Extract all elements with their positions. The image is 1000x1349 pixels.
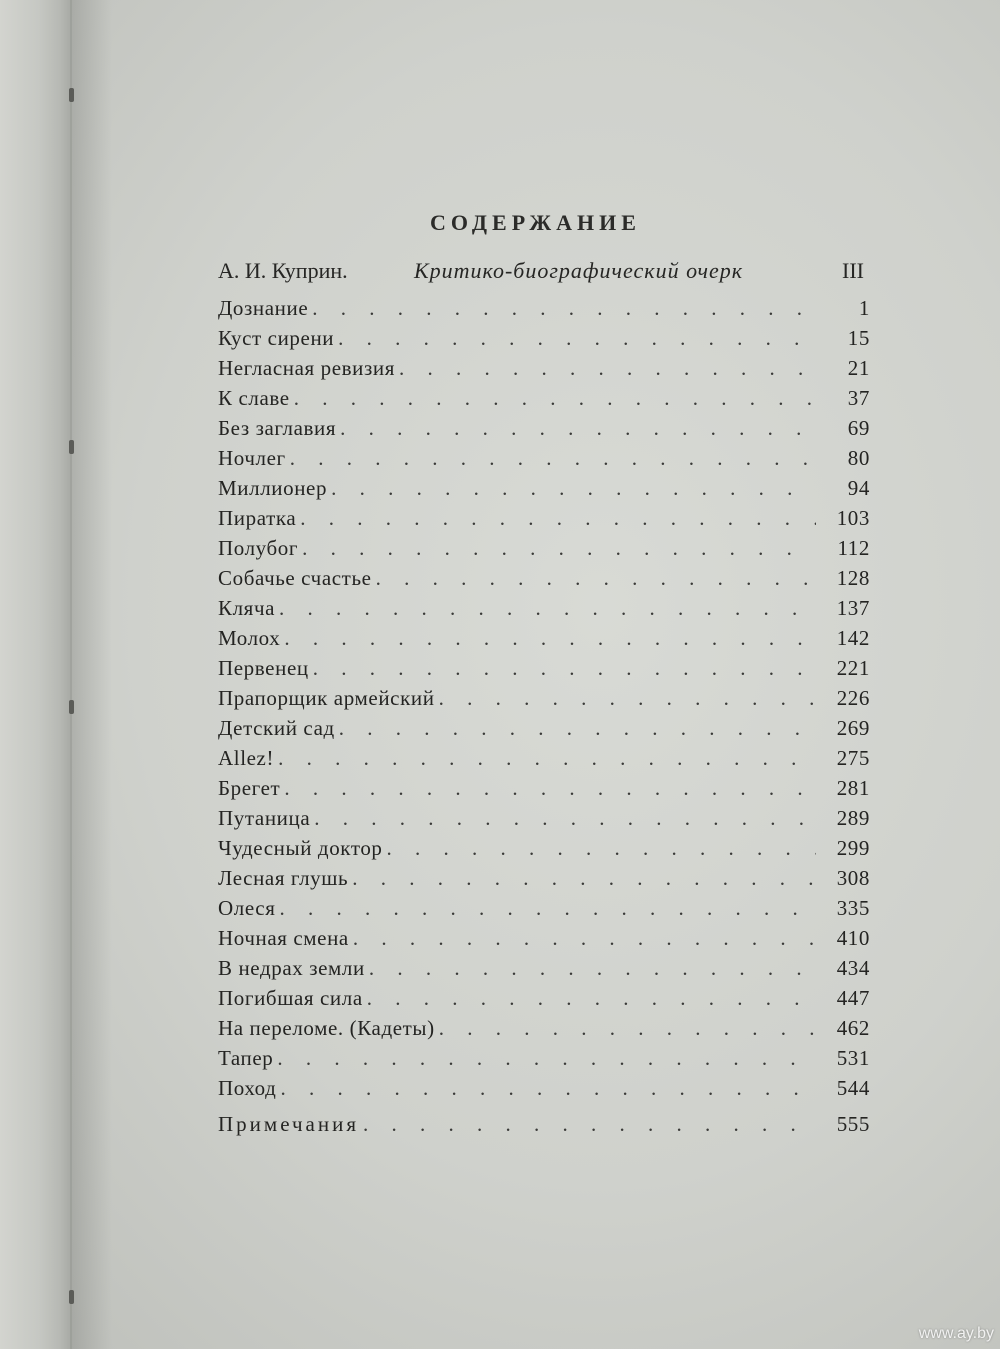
toc-entry-page: 289 xyxy=(836,806,870,830)
toc-entry xyxy=(218,716,870,746)
toc-entry-title: Поход xyxy=(218,1076,277,1100)
dot-leader xyxy=(279,596,816,621)
toc-entry-title: Тапер xyxy=(218,1046,274,1070)
toc-entry-title: В недрах земли xyxy=(218,956,365,980)
toc-entry xyxy=(218,926,870,956)
dot-leader xyxy=(278,746,816,771)
toc-entry-title: Негласная ревизия xyxy=(218,356,395,380)
binding-stitch xyxy=(69,88,74,102)
toc-entry-title: На переломе. (Кадеты) xyxy=(218,1016,435,1040)
toc-entry-page: 335 xyxy=(836,896,870,920)
toc-entry-page: 128 xyxy=(836,566,870,590)
toc-entry-title: Прапорщик армейский xyxy=(218,686,435,710)
toc-entry-title: Детский сад xyxy=(218,716,335,740)
toc-entry xyxy=(218,866,870,896)
toc-entry xyxy=(218,626,870,656)
toc-entry-title: Дознание xyxy=(218,296,309,320)
toc-entry xyxy=(218,596,870,626)
toc-entry-title: Собачье счастье xyxy=(218,566,372,590)
toc-entry xyxy=(218,956,870,986)
toc-entry xyxy=(218,386,870,416)
intro-entry xyxy=(218,258,864,288)
intro-author: А. И. Куприн. xyxy=(218,258,348,283)
toc-notes-title: Примечания xyxy=(218,1112,360,1136)
toc-entry-title: Миллионер xyxy=(218,476,328,500)
toc-entry-title: Полубог xyxy=(218,536,299,560)
toc-notes-page: 555 xyxy=(836,1112,870,1136)
toc-entry xyxy=(218,566,870,596)
toc-entry-page: 112 xyxy=(837,536,870,560)
watermark: www.ay.by xyxy=(918,1325,994,1342)
toc-entry-page: 531 xyxy=(836,1046,870,1070)
dot-leader xyxy=(312,296,816,321)
toc-entry xyxy=(218,416,870,446)
toc-entry xyxy=(218,536,870,566)
toc-entry xyxy=(218,1016,870,1046)
dot-leader xyxy=(331,476,816,501)
toc-entry xyxy=(218,446,870,476)
dot-leader xyxy=(352,866,816,891)
binding-stitch xyxy=(69,440,74,454)
dot-leader xyxy=(313,656,816,681)
dot-leader xyxy=(290,446,816,471)
toc-entry-title: Брегет xyxy=(218,776,281,800)
dot-leader xyxy=(314,806,816,831)
dot-leader xyxy=(369,956,816,981)
toc-entry-page: 462 xyxy=(836,1016,870,1040)
toc-entry-page: 69 xyxy=(847,416,870,440)
page-title: СОДЕРЖАНИЕ xyxy=(430,210,641,235)
toc-entry-title: Погибшая сила xyxy=(218,986,363,1010)
toc-entry xyxy=(218,836,870,866)
toc-entry-page: 544 xyxy=(836,1076,870,1100)
toc-entry-title: Олеся xyxy=(218,896,276,920)
toc-entry-title: Без заглавия xyxy=(218,416,337,440)
dot-leader xyxy=(300,506,816,531)
toc-entry-page: 269 xyxy=(836,716,870,740)
dot-leader xyxy=(363,1112,816,1137)
dot-leader xyxy=(284,776,816,801)
toc-entry-page: 226 xyxy=(836,686,870,710)
dot-leader xyxy=(376,566,816,591)
toc-entry xyxy=(218,1076,870,1106)
dot-leader xyxy=(439,1016,816,1041)
toc-entry-title: Ночлег xyxy=(218,446,286,470)
dot-leader xyxy=(387,836,816,861)
toc-entry-page: 15 xyxy=(847,326,870,350)
binding-stitch xyxy=(69,1290,74,1304)
binding-shadow xyxy=(72,0,112,1349)
dot-leader xyxy=(338,326,816,351)
toc-entry-page: 281 xyxy=(836,776,870,800)
dot-leader xyxy=(439,686,816,711)
dot-leader xyxy=(294,386,816,411)
toc-entry-title: Ночная смена xyxy=(218,926,349,950)
binding-edge xyxy=(0,0,70,1349)
toc-entry xyxy=(218,776,870,806)
toc-entry-page: 447 xyxy=(836,986,870,1010)
dot-leader xyxy=(340,416,816,441)
toc-entry xyxy=(218,896,870,926)
toc-entry xyxy=(218,686,870,716)
toc-entry-title: Лесная глушь xyxy=(218,866,349,890)
table-of-contents xyxy=(218,296,870,1142)
toc-entry-page: 221 xyxy=(836,656,870,680)
toc-entry-title: Кляча xyxy=(218,596,276,620)
toc-entry-title: К славе xyxy=(218,386,290,410)
dot-leader xyxy=(284,626,816,651)
toc-entry-page: 308 xyxy=(836,866,870,890)
intro-essay-title: Критико-биографический очерк xyxy=(414,258,744,283)
toc-entry-title: Куст сирени xyxy=(218,326,335,350)
toc-entry-title: Пиратка xyxy=(218,506,297,530)
toc-entry-page: 434 xyxy=(836,956,870,980)
toc-entry xyxy=(218,1046,870,1076)
toc-entry-page: 37 xyxy=(847,386,870,410)
toc-entry-page: 103 xyxy=(836,506,870,530)
toc-entry xyxy=(218,326,870,356)
toc-entry xyxy=(218,356,870,386)
toc-entry-page: 137 xyxy=(836,596,870,620)
toc-entry-page: 275 xyxy=(836,746,870,770)
toc-entry xyxy=(218,986,870,1016)
toc-entry-title: Allez! xyxy=(218,746,275,770)
toc-entry-page: 142 xyxy=(836,626,870,650)
toc-entry-page: 80 xyxy=(847,446,870,470)
toc-entry-title: Путаница xyxy=(218,806,311,830)
dot-leader xyxy=(302,536,816,561)
dot-leader xyxy=(279,896,816,921)
dot-leader xyxy=(277,1046,816,1071)
toc-entry xyxy=(218,296,870,326)
toc-entry xyxy=(218,746,870,776)
toc-entry xyxy=(218,806,870,836)
dot-leader xyxy=(367,986,816,1011)
dot-leader xyxy=(339,716,816,741)
intro-page-number: III xyxy=(842,258,864,283)
toc-entry xyxy=(218,476,870,506)
dot-leader xyxy=(353,926,816,951)
toc-entry-page: 94 xyxy=(847,476,870,500)
toc-entry xyxy=(218,506,870,536)
toc-entry-page: 21 xyxy=(847,356,870,380)
dot-leader xyxy=(280,1076,816,1101)
toc-entry-page: 1 xyxy=(858,296,870,320)
toc-notes-entry xyxy=(218,1112,870,1142)
dot-leader xyxy=(399,356,816,381)
toc-entry-page: 410 xyxy=(836,926,870,950)
toc-entry-title: Молох xyxy=(218,626,281,650)
toc-entry-page: 299 xyxy=(836,836,870,860)
binding-stitch xyxy=(69,700,74,714)
toc-entry-title: Первенец xyxy=(218,656,309,680)
toc-entry xyxy=(218,656,870,686)
toc-entry-title: Чудесный доктор xyxy=(218,836,383,860)
